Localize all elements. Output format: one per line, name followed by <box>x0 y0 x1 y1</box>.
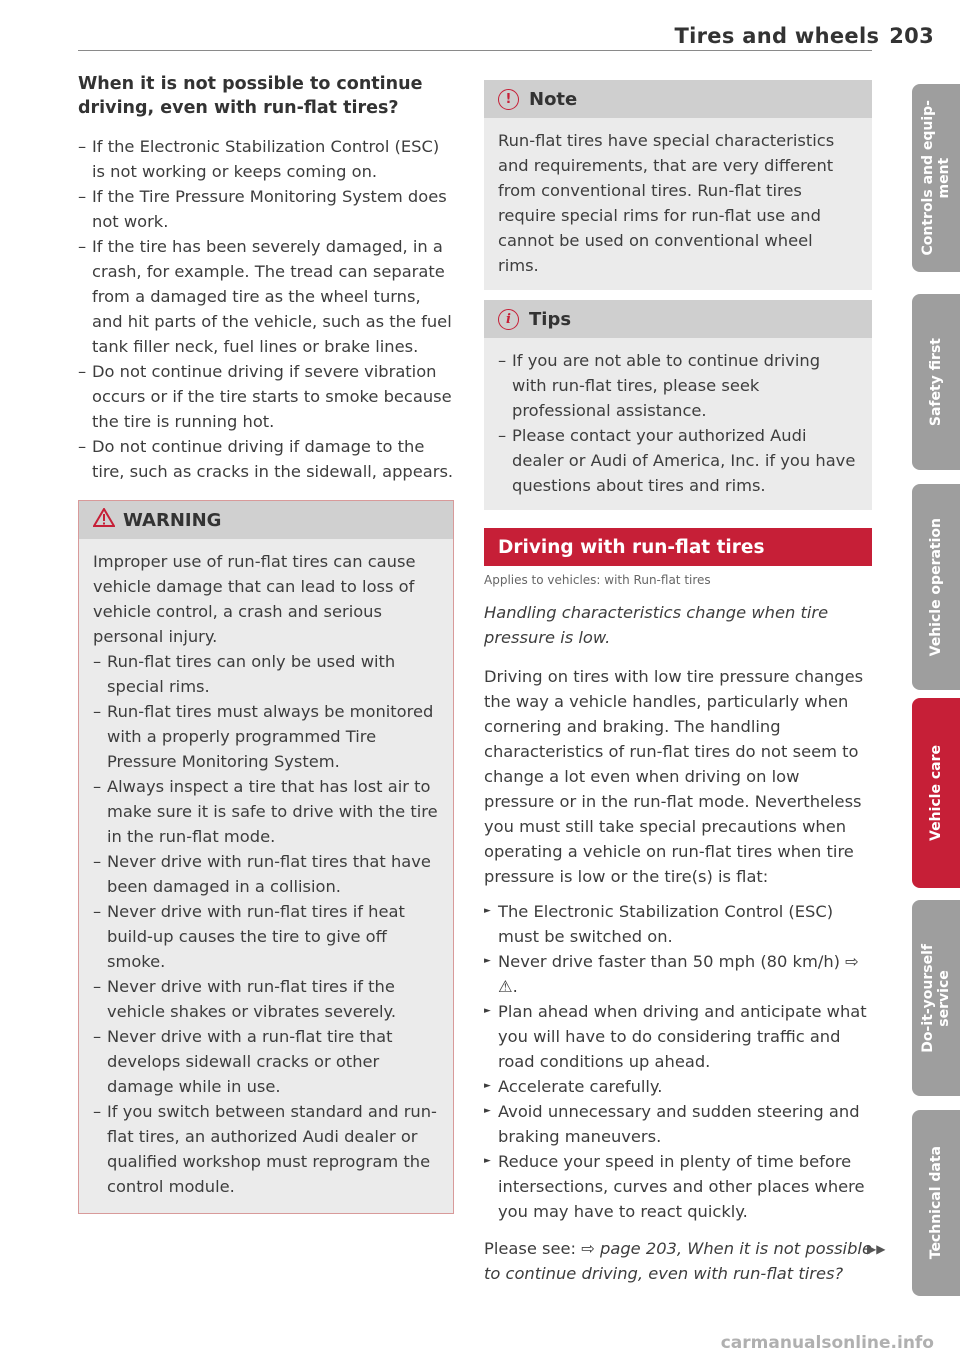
note-title: Note <box>529 88 578 110</box>
list-item: ► Reduce your speed in plenty of time before intersections, curves and other places where you may have to react quickly. <box>484 1149 872 1224</box>
warning-header <box>79 501 453 539</box>
note-body: Run-flat tires have special characteristics and requirements, that are very different from conventional tires. Run-flat tires require special rims for run-flat use and cannot be used on conventional wheel rims. <box>498 131 835 275</box>
body-text: Driving on tires with low tire pressure changes the way a vehicle handles, particularly when cornering and braking. The handling characteristics of run-flat tires do not seem to change a lot even when driving on low pressure or in the run-flat mode. Nevertheless you must still take special precautions when operating a vehicle on run-flat tires when tire pressure is low or the tire(s) is flat: <box>484 667 864 886</box>
warning-triangle-icon <box>93 508 115 532</box>
left-column <box>78 72 454 484</box>
list-item: – If the tire has been severely damaged, in a crash, for example. The tread can separate from a damaged tire as the wheel turns, and hit parts of the vehicle, such as the fuel tank filler neck, fuel lines or brake lines. <box>78 234 454 359</box>
tips-title: Tips <box>529 308 572 330</box>
list-item: – Never drive with run-flat tires that have been damaged in a collision. <box>93 849 439 899</box>
header-rule <box>78 50 872 51</box>
warning-list <box>93 649 439 1199</box>
running-head-title: Tires and wheels <box>674 24 880 48</box>
note-header <box>484 80 872 118</box>
list-item: – If you switch between standard and run-flat tires, an authorized Audi dealer or qualified workshop must reprogram the control module. <box>93 1099 439 1199</box>
tab-technical-data[interactable] <box>912 1110 960 1296</box>
tab-controls[interactable] <box>912 84 960 272</box>
list-item: – Please contact your authorized Audi dealer or Audi of America, Inc. if you have questions about tires and rims. <box>498 423 858 498</box>
list-item: ► Never drive faster than 50 mph (80 km/h) ⇨ ⚠. <box>484 949 872 999</box>
warning-intro: Improper use of run-flat tires can cause vehicle damage that can lead to loss of vehicle control, a crash and serious personal injury. <box>93 552 416 646</box>
info-circle-icon: i <box>498 309 519 330</box>
tab-label: Safety first <box>928 337 944 427</box>
tab-label: Vehicle operation <box>928 517 944 657</box>
list-item: – Never drive with a run-flat tire that develops sidewall cracks or other damage while in use. <box>93 1024 439 1099</box>
list-item: – Never drive with run-flat tires if the vehicle shakes or vibrates severely. <box>93 974 439 1024</box>
tab-label: Vehicle care <box>928 745 944 841</box>
list-item: – Never drive with run-flat tires if heat build-up causes the tire to give off smoke. <box>93 899 439 974</box>
list-item: – If the Tire Pressure Monitoring System does not work. <box>78 184 454 234</box>
tips-body <box>484 338 872 510</box>
list-item: – Run-flat tires must always be monitored with a properly programmed Tire Pressure Monitoring System. <box>93 699 439 774</box>
continue-arrow-icon: ▶▶ <box>867 1242 886 1256</box>
running-head <box>675 24 934 48</box>
list-item: ► The Electronic Stabilization Control (ESC) must be switched on. <box>484 899 872 949</box>
tips-box <box>484 300 872 510</box>
list-item: – Always inspect a tire that has lost air to make sure it is safe to drive with the tire in the run-flat mode. <box>93 774 439 849</box>
list-item: – Do not continue driving if severe vibration occurs or if the tire starts to smoke because the tire is running hot. <box>78 359 454 434</box>
warning-box <box>78 500 454 1214</box>
steps-list <box>484 899 872 1224</box>
tab-label: Do-it-yourself service <box>920 943 952 1053</box>
right-column <box>484 80 872 1286</box>
applies-to: Applies to vehicles: with Run-flat tires <box>484 573 711 587</box>
warning-title: WARNING <box>123 509 222 531</box>
tips-header <box>484 300 872 338</box>
list-item: – If the Electronic Stabilization Control (ESC) is not working or keeps coming on. <box>78 134 454 184</box>
see-page-link[interactable]: ⇨ page 203, When it is not possible to continue driving, even with run-flat tires? <box>484 1239 872 1283</box>
tab-safety[interactable] <box>912 294 960 470</box>
watermark: carmanualsonline.info <box>720 1333 934 1353</box>
list-item: – If you are not able to continue driving with run-flat tires, please seek professional assistance. <box>498 348 858 423</box>
tab-do-it-yourself[interactable] <box>912 900 960 1096</box>
conditions-list <box>78 134 454 484</box>
lead-text: Handling characteristics change when tire pressure is low. <box>484 603 829 647</box>
tips-list <box>498 348 858 498</box>
see-reference <box>484 1236 872 1286</box>
tab-vehicle-care[interactable] <box>912 698 960 888</box>
tab-label: Controls and equip- ment <box>920 100 952 256</box>
section-banner: Driving with run-flat tires <box>484 528 872 566</box>
list-item: ► Plan ahead when driving and anticipate what you will have to do considering traffic and road conditions up ahead. <box>484 999 872 1074</box>
tab-vehicle-operation[interactable] <box>912 484 960 690</box>
note-box <box>484 80 872 290</box>
page-number: 203 <box>889 24 934 48</box>
list-item: – Do not continue driving if damage to the tire, such as cracks in the sidewall, appears. <box>78 434 454 484</box>
tab-label: Technical data <box>928 1146 944 1260</box>
section-heading-not-possible: When it is not possible to continue driving, even with run-flat tires? <box>78 74 423 118</box>
list-item: ► Avoid unnecessary and sudden steering and braking maneuvers. <box>484 1099 872 1149</box>
list-item: ► Accelerate carefully. <box>484 1074 872 1099</box>
warning-body <box>79 539 453 1213</box>
list-item: – Run-flat tires can only be used with special rims. <box>93 649 439 699</box>
exclamation-circle-icon: ! <box>498 89 519 110</box>
see-prefix: Please see: <box>484 1239 582 1258</box>
